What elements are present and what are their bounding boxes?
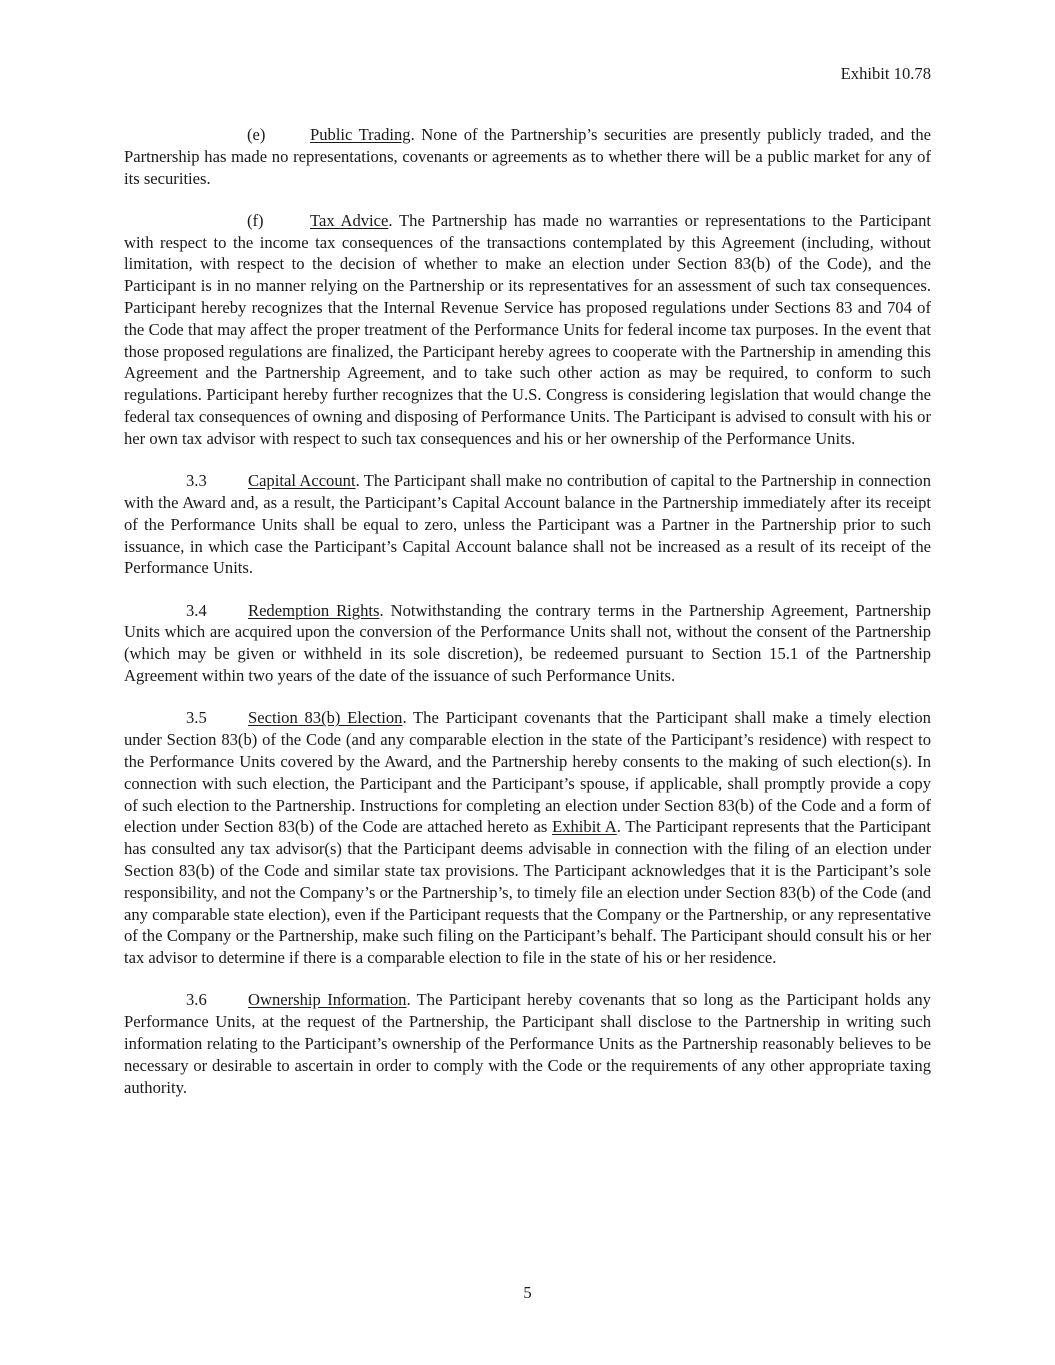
section-text: . The Partnership has made no warranties or representations to the Participant with respect to the income tax consequences of the transactions contemplated by this Agreement (including, without limitation, with respect to the decision of whether to make an election under Section 83(b) of the Code), and the Participant is in no manner relying on the Partnership or its representatives for an assessment of such tax consequences. Participant hereby recognizes that the Internal Revenue Service has proposed regulations under Sections 83 and 704 of the Code that may affect the proper treatment of the Performance Units for federal income tax purposes. In the event that those proposed regulations are finalized, the Participant hereby agrees to cooperate with the Partnership in amending this Agreement and the Partnership Agreement, and to take such other action as may be required, to conform to such regulations. Participant hereby further recognizes that the U.S. Congress is considering legislation that would change the federal tax consequences of owning and disposing of Performance Units. The Participant is advised to consult with his or her own tax advisor with respect to such tax consequences and his or her ownership of the Performance Units. [124,210,931,448]
section-heading: Ownership Information [248,990,407,1010]
section-text: . None of the Partnership’s securities are presently publicly traded, and the Partnership has made no representations, covenants or agreements as to whether there will be a public market for any of its securities. [124,125,932,188]
section-number: (f) [247,210,264,230]
section-number: 3.3 [186,471,207,491]
section-3-6-ownership-information [124,989,931,1098]
section-heading: Redemption Rights [248,600,380,620]
section-text: . The Participant shall make no contribution of capital to the Partnership in connection with the Award and, as a result, the Participant’s Capital Account balance in the Partnership immediately after its receipt of the Performance Units shall be equal to zero, unless the Participant was a Partner in the Partnership prior to such issuance, in which case the Participant’s Capital Account balance shall not be increased as a result of its receipt of the Performance Units. [124,471,931,578]
section-f-tax-advice [124,210,931,450]
section-3-4-redemption-rights [124,600,931,687]
section-text: . The Participant hereby covenants that so long as the Participant holds any Performance Units, at the request of the Partnership, the Participant shall disclose to the Partnership in writing such information relating to the Participant’s ownership of the Performance Units as the Partnership reasonably believes to be necessary or desirable to ascertain in order to comply with the Code or the requirements of any other appropriate taxing authority. [124,990,931,1097]
section-text: . Notwithstanding the contrary terms in the Partnership Agreement, Partnership Units which are acquired upon the conversion of the Performance Units shall not, without the consent of the Partnership (which may be given or withheld in its sole discretion), be redeemed pursuant to Section 15.1 of the Partnership Agreement within two years of the date of the issuance of such Performance Units. [124,600,931,686]
section-e-public-trading [124,124,931,189]
section-number: 3.4 [186,600,207,620]
section-3-5-83b-election [124,707,931,969]
page-number: 5 [523,1283,532,1302]
exhibit-a-reference: Exhibit A [552,817,617,837]
section-text-continued: . The Participant represents that the Participant has consulted any tax advisor(s) that the Participant deems advisable in connection with the filing of an election under Section 83(b) of the Code and similar state tax provisions. The Participant acknowledges that it is the Participant’s sole responsibility, and not the Company’s or the Partnership’s, to timely file an election under Section 83(b) of the Code (and any comparable state election), even if the Participant requests that the Company or the Partnership, or any representative of the Company or the Partnership, make such filing on the Participant’s behalf. The Participant should consult his or her tax advisor to determine if there is a comparable election to file in the state of his or her residence. [124,817,931,968]
section-text: . The Participant covenants that the Participant shall make a timely election under Section 83(b) of the Code (and any comparable election in the state of the Participant’s residence) with respect to the Performance Units covered by the Award, and the Partnership hereby consents to the making of such election(s). In connection with such election, the Participant and the Participant’s spouse, if applicable, shall promptly provide a copy of such election to the Partnership. Instructions for completing an election under Section 83(b) of the Code and a form of election under Section 83(b) of the Code are attached hereto as [124,708,931,837]
section-number: 3.6 [186,990,207,1010]
section-number: (e) [247,125,266,144]
section-heading: Capital Account [248,471,356,491]
section-heading: Tax Advice [310,210,389,230]
document-body [124,124,931,1119]
section-3-3-capital-account [124,470,931,579]
section-number: 3.5 [186,708,207,728]
section-heading: Public Trading [310,125,411,144]
section-heading: Section 83(b) Election [248,708,403,728]
exhibit-label: Exhibit 10.78 [840,64,931,83]
